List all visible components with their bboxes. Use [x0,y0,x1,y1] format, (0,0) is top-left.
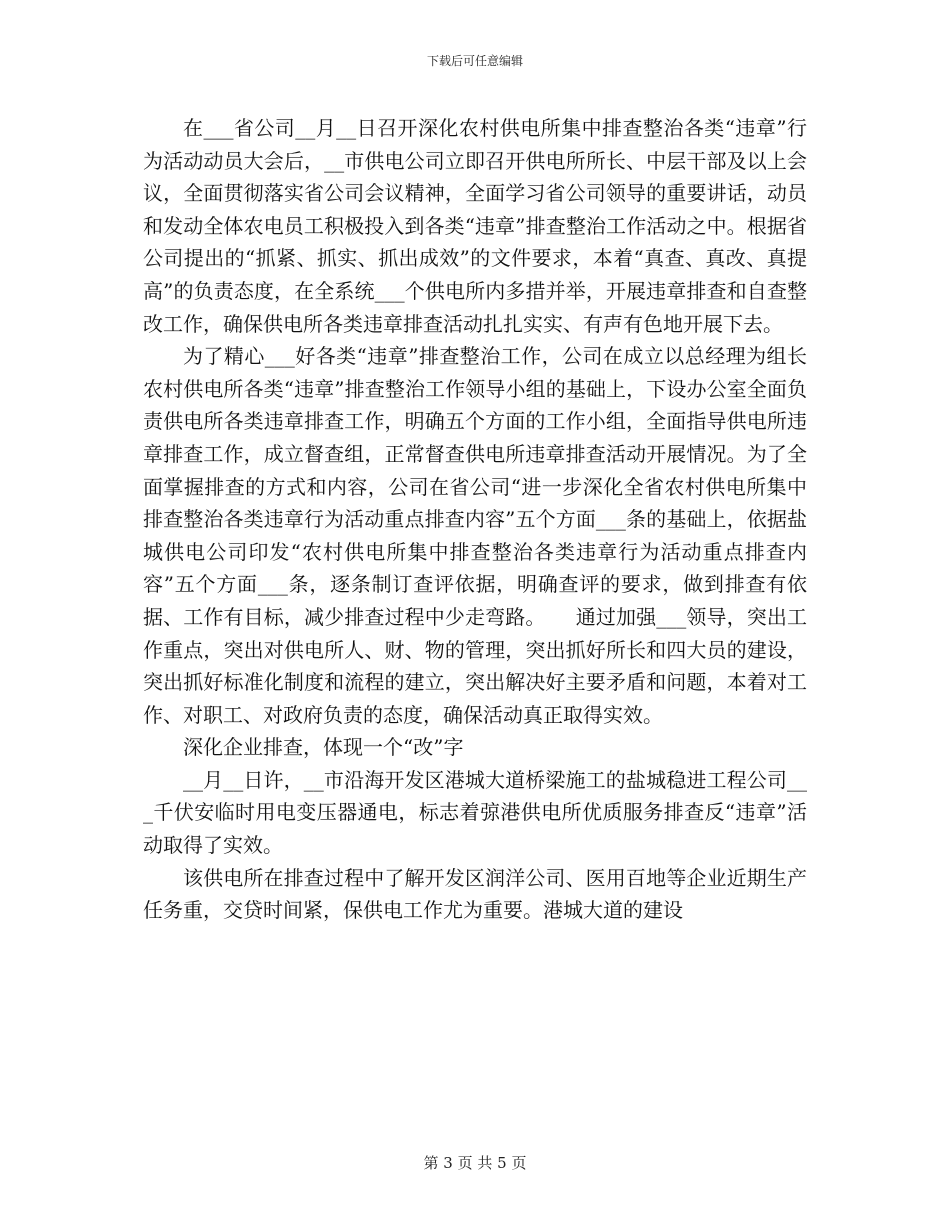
paragraph-4: 该供电所在排查过程中了解开发区润洋公司、医用百地等企业近期生产任务重，交贷时间紧，保供电工作尤为重要。港城大道的建设 [143,865,807,923]
paragraph-1: 在___省公司__月__日召开深化农村供电所集中排查整治各类“违章”行为活动动员大会后，__市供电公司立即召开供电所所长、中层干部及以上会议，全面贯彻落实省公司会议精神，全面学习省公司领导的重要讲话，动员和发动全体农电员工积极投入到各类“违章”排查整治工作活动之中。根据省公司提出的“抓紧、抓实、抓出成效”的文件要求，本着“真查、真改、真提高”的负责态度，在全系统___个供电所内多措并举，开展违章排查和自查整改工作，确保供电所各类违章排查活动扎扎实实、有声有色地开展下去。 [143,116,807,336]
section-heading: 深化企业排查，体现一个“改”字 [183,735,464,760]
paragraph-3: __月__日许，__市沿海开发区港城大道桥梁施工的盐城稳进工程公司___千伏安临时用电变压器通电，标志着弶港供电所优质服务排查反“违章”活动取得了实效。 [143,767,807,858]
page-header: 下载后可任意编辑 [426,54,523,68]
page-number: 第 3 页 共 5 页 [423,1154,527,1172]
document-body [143,112,807,927]
paragraph-2: 为了精心___好各类“违章”排查整治工作，公司在成立以总经理为组长农村供电所各类“违章”排查整治工作领导小组的基础上，下设办公室全面负责供电所各类违章排查工作，明确五个方面的工作小组，全面指导供电所违章排查工作，成立督查组，正常督查供电所违章排查活动开展情况。为了全面掌握排查的方式和内容，公司在省公司“进一步深化全省农村供电所集中排查整治各类违章行为活动重点排查内容”五个方面___条的基础上，依据盐城供电公司印发“农村供电所集中排查整治各类违章行为活动重点排查内容”五个方面___条，逐条制订查评依据，明确查评的要求，做到排查有依据、工作有目标，减少排查过程中少走弯路。 通过加强___领导，突出工作重点，突出对供电所人、财、物的管理，突出抓好所长和四大员的建设，突出抓好标准化制度和流程的建立，突出解决好主要矛盾和问题，本着对工作、对职工、对政府负责的态度，确保活动真正取得实效。 [143,344,807,727]
